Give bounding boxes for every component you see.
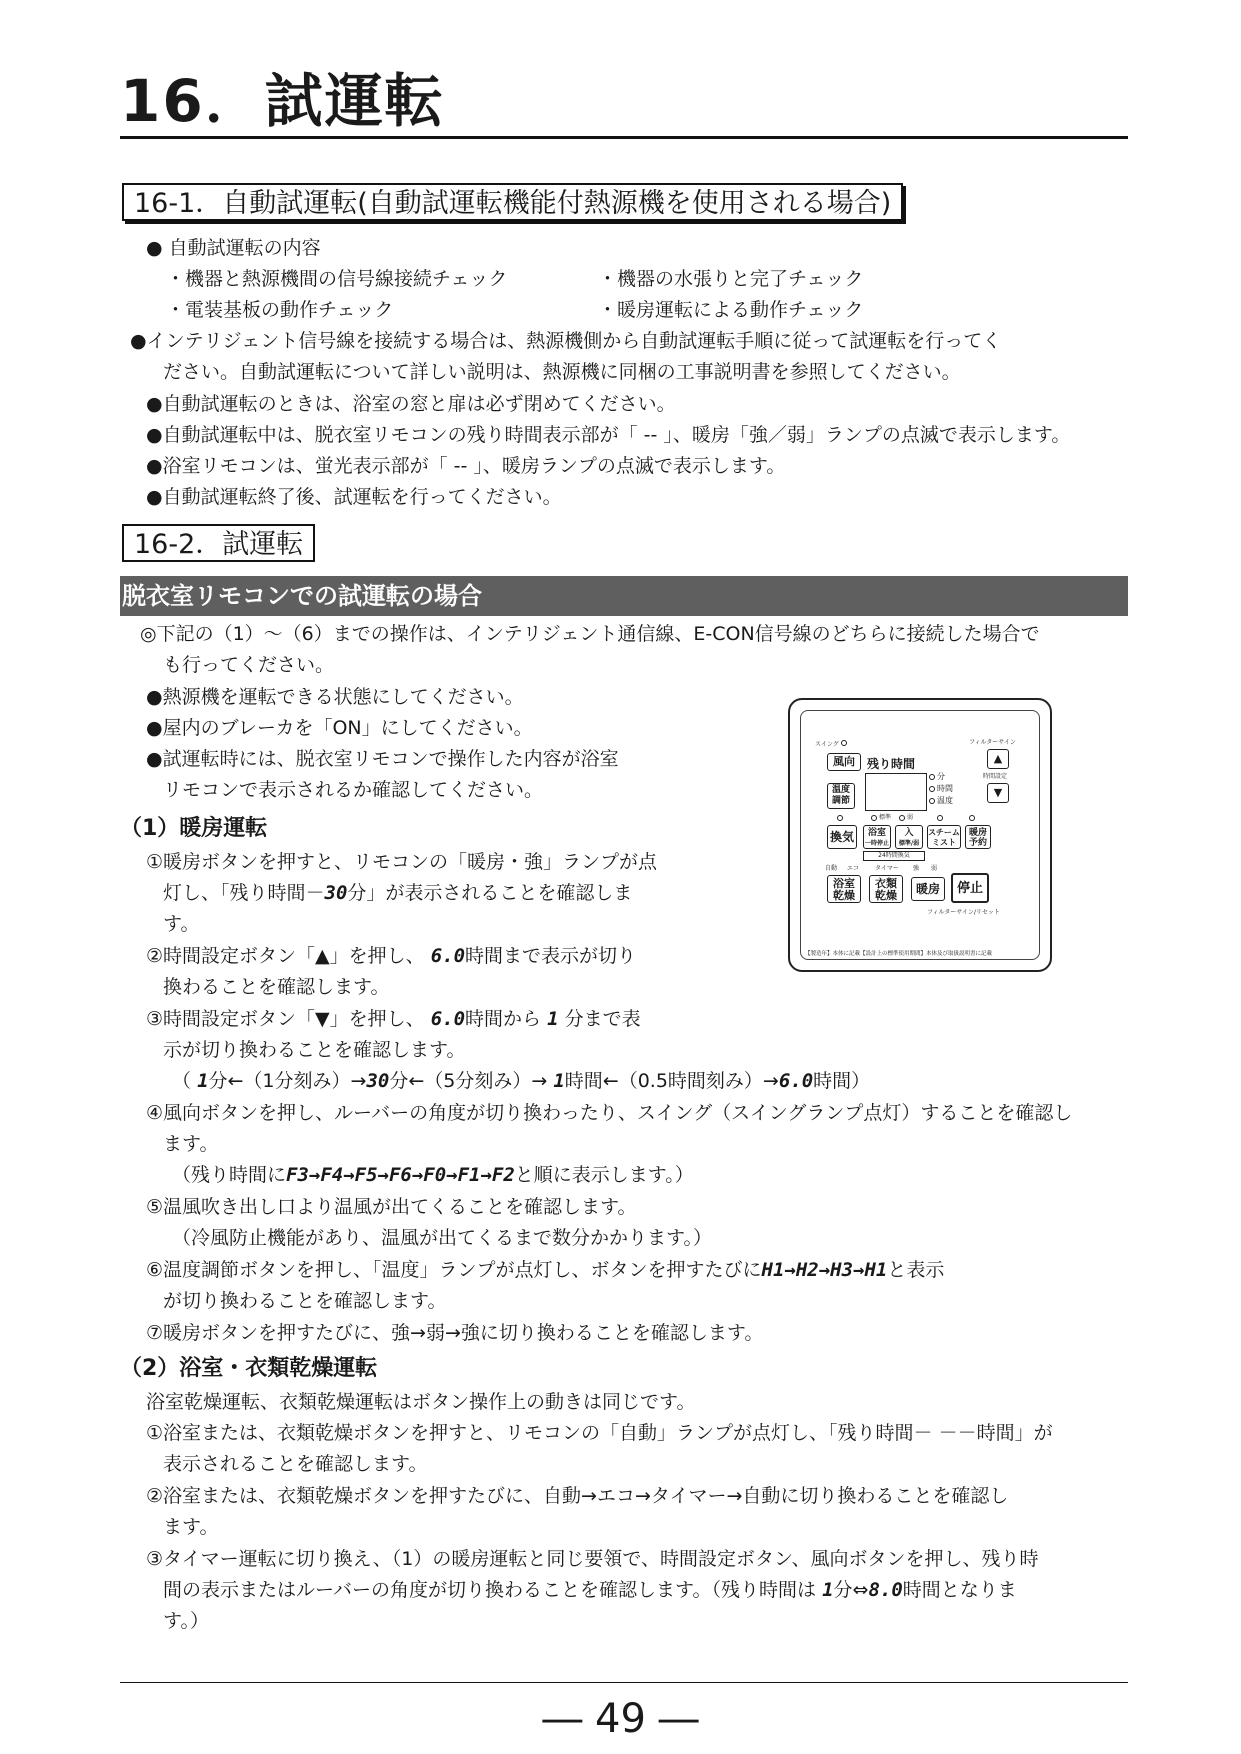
bullet-item: ●自動試運転中は、脱衣室リモコンの残り時間表示部が「 -- 」、暖房「強／弱」ランプの点滅で表示します。 [146,424,1071,446]
strong-label: 強 [913,865,920,872]
eco-label: エコ [847,865,860,872]
step-text: 換わることを確認します。 [163,976,390,998]
step-text: ④風向ボタンを押し、ルーバーの角度が切り換わったり、スイング（スイングランプ点灯）することを確認し [146,1102,1073,1124]
check-item: ・暖房運転による動作チェック [598,299,864,321]
page-number: ― 49 ― [542,1696,699,1742]
remote-panel [800,710,1040,960]
heating-heading: （1）暖房運転 [120,816,268,841]
step-text: ②浴室または、衣類乾燥ボタンを押すたびに、自動→エコ→タイマー→自動に切り換わることを確認し [146,1485,1009,1507]
bullet-text-cont: リモコンで表示されるか確認してください。 [163,779,544,801]
remaining-time-label: 残り時間 [867,757,916,771]
filter-sign-label: フィルターサイン [969,739,1016,746]
bullet-item: ●インテリジェント信号線を接続する場合は、熱源機側から自動試運転手順に従って試運転を行ってく [130,330,1002,352]
section1-heading: 16-1．自動試運転(自動試運転機能付熱源機を使用される場合) [122,183,903,221]
drying-heading: （2）浴室・衣類乾燥運転 [120,1356,378,1381]
bullet-text: 自動試運転終了後、試運転を行ってください。 [162,486,562,508]
filter-reset-label: フィルターサイン/リセット [927,909,1000,916]
bullet-text: 自動試運転中は、脱衣室リモコンの残り時間表示部が「 -- 」、暖房「強／弱」ランプの点滅で表示します。 [162,424,1071,446]
check-item: ・機器の水張りと完了チェック [598,268,864,290]
bullet-item: ●熱源機を運転できる状態にしてください。 [146,686,524,708]
note-text: も行ってください。 [163,654,335,676]
timer-label: タイマー [875,865,899,872]
time-down-button[interactable]: ▼ [987,783,1009,803]
step-text: 灯し、「残り時間－30分」が表示されることを確認しま [163,882,633,904]
step-text: ます。 [163,1133,219,1155]
weak2-label: 弱 [931,865,938,872]
weak-label: 弱 [907,814,914,821]
step-text: す。 [163,913,200,935]
lcd-value: 8.0 [868,1579,903,1601]
subsection-bar: 脱衣室リモコンでの試運転の場合 [120,576,1128,616]
bullet-item: ●自動試運転終了後、試運転を行ってください。 [146,486,562,508]
bullet-text: インテリジェント信号線を接続する場合は、熱源機側から自動試運転手順に従って試運転を行ってく [146,330,1002,352]
clothes-dry-button[interactable]: 衣類 乾燥 [869,875,903,903]
check-item: ・機器と熱源機間の信号線接続チェック [166,268,508,290]
step-text: が切り換わることを確認します。 [163,1290,447,1312]
min-label: 分 [937,772,945,781]
bullet-text: 自動試運転のときは、浴室の窓と扉は必ず閉めてください。 [162,393,676,415]
note-text: ◎下記の（1）～（6）までの操作は、インテリジェント通信線、E-CON信号線のどちらに接続した場合で [140,623,1040,645]
lcd-value: 6.0 [430,945,466,967]
bullet-item: ●浴室リモコンは、蛍光表示部が「 -- 」、暖房ランプの点滅で表示します。 [146,455,786,477]
swing-lamp [841,740,847,746]
bullet-text: 試運転時には、脱衣室リモコンで操作した内容が浴室 [162,748,619,770]
step-text: ⑥温度調節ボタンを押し、「温度」ランプが点灯し、ボタンを押すたびにH1→H2→H3→H1と表示 [146,1259,945,1281]
bullet-item: ● 自動試運転の内容 [146,237,321,259]
bullet-item: ●屋内のブレーカを「ON」にしてください。 [146,717,533,739]
bullet-text: 自動試運転の内容 [168,237,321,259]
bullet-text-cont: ださい。自動試運転について詳しい説明は、熱源機に同梱の工事説明書を参照してください。 [163,361,961,383]
vent-lamp [837,815,843,821]
swing-label: スイング [815,741,839,748]
step-text: 表示されることを確認します。 [163,1453,428,1475]
heat-reserve-lamp [969,815,975,821]
step-text: 浴室乾燥運転、衣類乾燥運転はボタン操作上の動きは同じです。 [146,1391,696,1413]
bullet-text: 浴室リモコンは、蛍光表示部が「 -- 」、暖房ランプの点滅で表示します。 [162,455,786,477]
remote-control-illustration [788,698,1052,972]
steam-mist-button[interactable]: スチーム ミスト [927,825,961,849]
bottom-note: 【製造年】本体に記載【設計上の標準使用期間】本体及び取扱説明書に記載 [805,951,993,957]
standard-lamp [871,815,877,821]
ventilation-button[interactable]: 換気 [827,825,857,849]
lcd-value: 6.0 [430,1008,466,1030]
wind-direction-button[interactable]: 風向 [827,753,861,771]
heating-button[interactable]: 暖房 [911,877,945,901]
bullet-item: ●試運転時には、脱衣室リモコンで操作した内容が浴室 [146,748,619,770]
stop-button[interactable]: 停止 [951,873,989,903]
section2-heading: 16-2．試運転 [122,524,315,562]
bullet-item: ●自動試運転のときは、浴室の窓と扉は必ず閉めてください。 [146,393,676,415]
lcd-value: 1 [197,1070,209,1092]
step-text: （残り時間にF3→F4→F5→F6→F0→F1→F2と順に表示します。） [172,1164,694,1186]
footer-rule [120,1682,1128,1683]
bath-pause-button[interactable]: 浴室 一時停止 [863,825,891,849]
lcd-value: 30 [366,1070,390,1092]
lcd-value: 6.0 [778,1070,814,1092]
bath-dry-button[interactable]: 浴室 乾燥 [827,875,861,903]
hour-lamp [929,786,935,792]
step-text: ①浴室または、衣類乾燥ボタンを押すと、リモコンの「自動」ランプが点灯し、「残り時間－ －－時間」が [146,1422,1053,1444]
lcd-value: 1 [547,1008,559,1030]
step-text: ⑤温風吹き出し口より温風が出てくることを確認します。 [146,1196,637,1218]
heating-reserve-button[interactable]: 暖房 予約 [965,825,991,849]
lcd-value: H1→H2→H3→H1 [761,1259,888,1281]
hour-label: 時間 [937,784,953,793]
lcd-value: 1 [822,1579,834,1601]
steam-lamp [937,815,943,821]
auto-label: 自動 [825,865,838,872]
step-text: 間の表示またはルーバーの角度が切り換わることを確認します。（残り時間は 1分⇔8.0時間となりま [163,1579,1017,1601]
temp-adjust-button[interactable]: 温度 調節 [827,783,855,809]
step-text: す。） [163,1610,209,1632]
step-text: ます。 [163,1516,219,1538]
24h-vent-label: 24時間換気 [863,851,925,861]
temp-label: 温度 [937,796,953,805]
step-text: ①暖房ボタンを押すと、リモコンの「暖房・強」ランプが点 [146,851,658,873]
lcd-value: F3→F4→F5→F6→F0→F1→F2 [286,1164,515,1186]
page-title: 16．試運転 [120,67,445,135]
step-text: ⑦暖房ボタンを押すたびに、強→弱→強に切り換わることを確認します。 [146,1322,764,1344]
weak-lamp [899,815,905,821]
step-text: ③タイマー運転に切り換え、（1）の暖房運転と同じ要領で、時間設定ボタン、風向ボタンを押し、残り時 [146,1548,1039,1570]
step-text: ②時間設定ボタン「▲」を押し、 6.0時間まで表示が切り [146,945,637,967]
time-set-label: 時間設定 [983,773,1008,780]
time-display [865,773,927,811]
lcd-value: 1 [553,1070,565,1092]
bullet-text: 屋内のブレーカを「ON」にしてください。 [162,717,533,739]
standard-label: 標準 [879,814,892,821]
lcd-value: 30 [324,882,348,904]
time-up-button[interactable]: ▲ [987,749,1009,769]
bullet-text: 熱源機を運転できる状態にしてください。 [162,686,524,708]
check-item: ・電装基板の動作チェック [166,299,394,321]
step-text: 示が切り換わることを確認します。 [163,1039,466,1061]
min-lamp [929,774,935,780]
temp-lamp [929,798,935,804]
in-button[interactable]: 入 標準/弱 [895,825,923,849]
step-text: ③時間設定ボタン「▼」を押し、 6.0時間から 1 分まで表 [146,1008,641,1030]
step-text: （冷風防止機能があり、温風が出てくるまで数分かかります。） [172,1227,712,1249]
step-text: （ 1分←（1分刻み）→30分←（5分刻み）→ 1時間←（0.5時間刻み）→6.0時間） [172,1070,871,1092]
title-rule [120,136,1128,139]
